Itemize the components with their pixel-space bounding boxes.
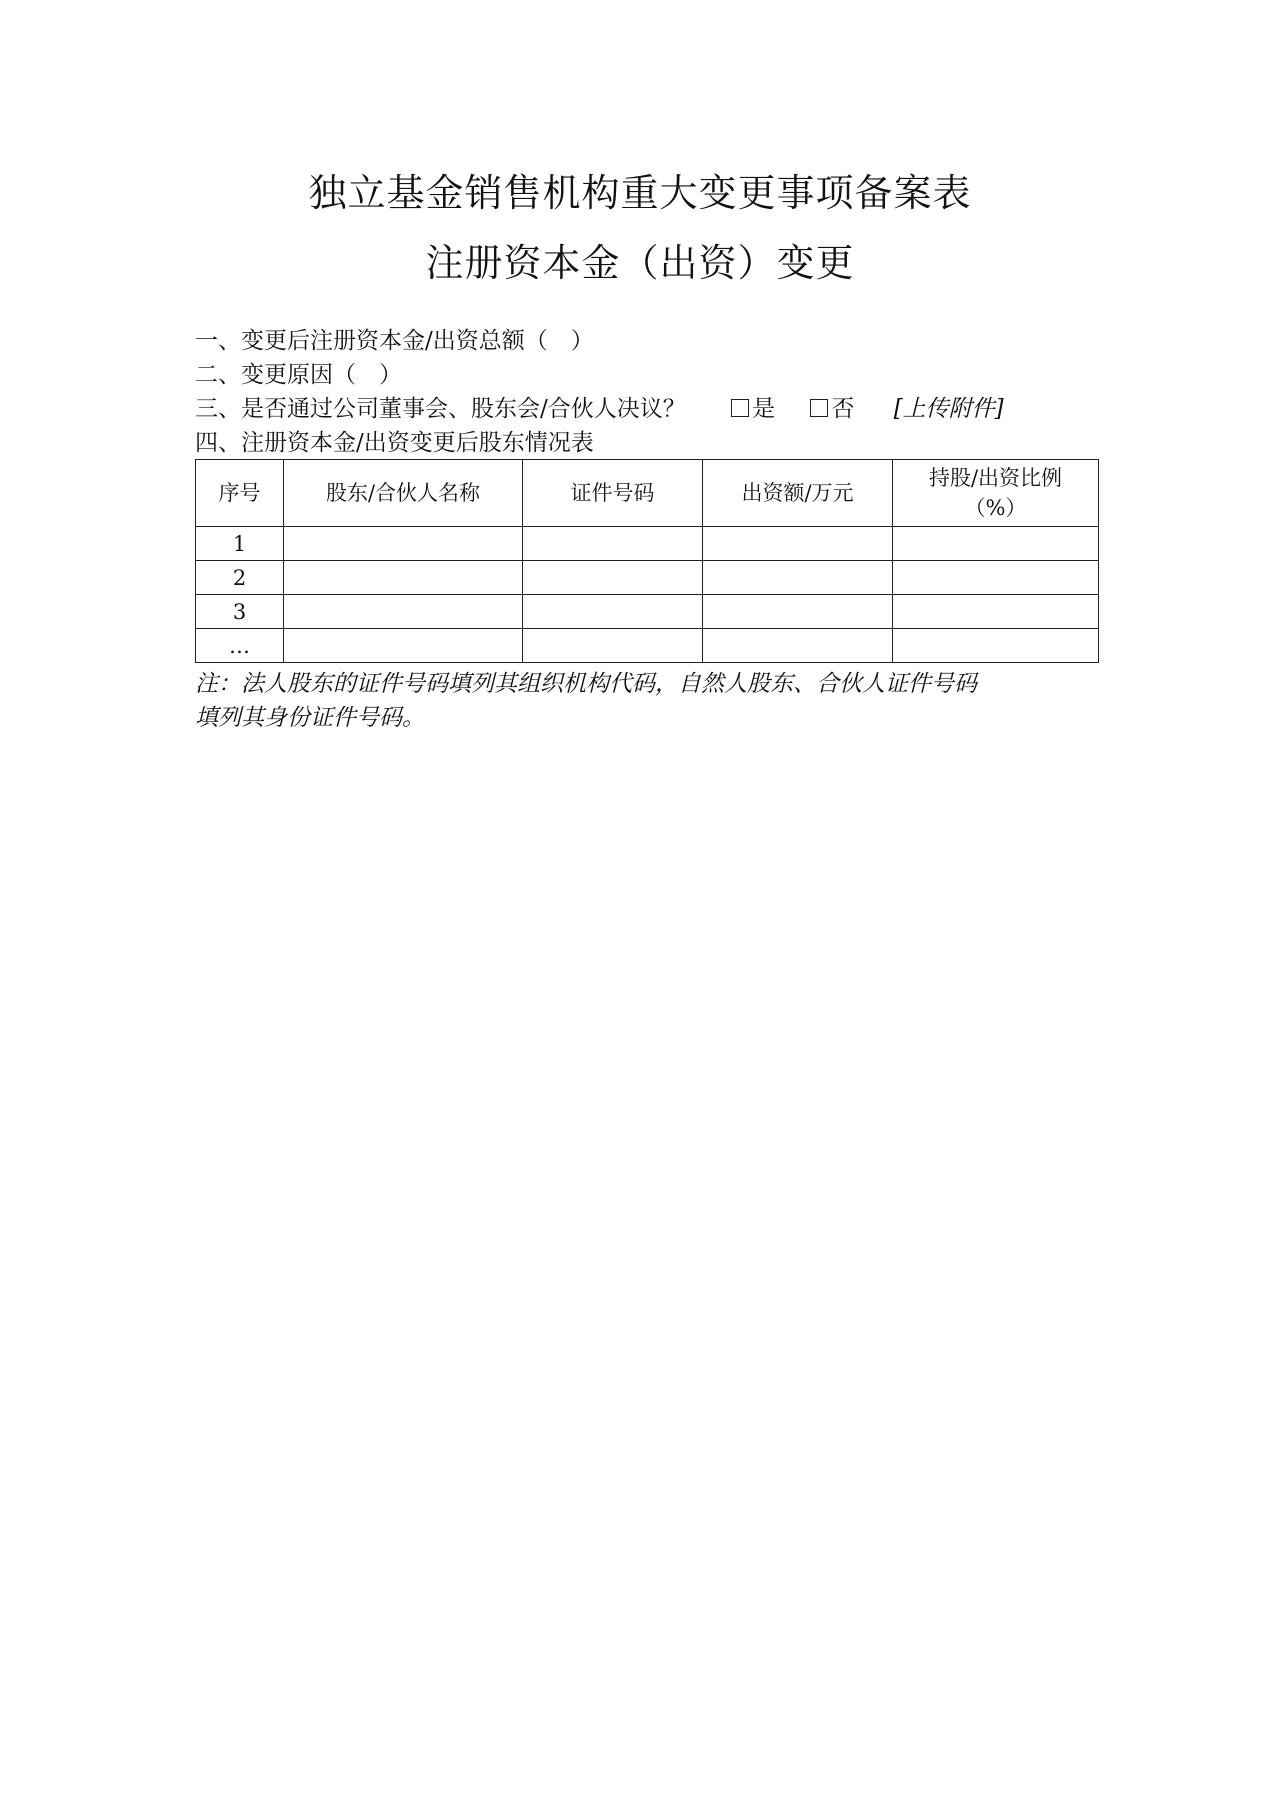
item-change-reason: 二、变更原因（ ） xyxy=(195,362,402,388)
table-row xyxy=(196,629,1099,663)
header-seq: 序号 xyxy=(196,460,284,527)
upload-attachment-link[interactable]: [上传附件] xyxy=(893,396,1004,422)
cell-ratio[interactable] xyxy=(893,561,1099,595)
yes-checkbox[interactable] xyxy=(731,399,749,417)
table-header-row xyxy=(196,460,1099,527)
resolution-question-label: 三、是否通过公司董事会、股东会/合伙人决议？ xyxy=(195,396,686,422)
cell-ratio[interactable] xyxy=(893,629,1099,663)
cell-ratio[interactable] xyxy=(893,527,1099,561)
table-row xyxy=(196,527,1099,561)
header-amount: 出资额/万元 xyxy=(703,460,893,527)
row-seq: 3 xyxy=(196,595,284,629)
cell-amount[interactable] xyxy=(703,561,893,595)
header-id-number: 证件号码 xyxy=(523,460,703,527)
no-checkbox[interactable] xyxy=(810,399,828,417)
header-ratio xyxy=(893,460,1099,527)
cell-amount[interactable] xyxy=(703,629,893,663)
header-ratio-line1: 持股/出资比例 xyxy=(928,466,1063,490)
note-line-2: 填列其身份证件号码。 xyxy=(195,705,425,731)
document-title: 独立基金销售机构重大变更事项备案表 xyxy=(308,171,972,215)
table-note xyxy=(195,667,1095,735)
cell-name[interactable] xyxy=(284,561,523,595)
cell-ratio[interactable] xyxy=(893,595,1099,629)
cell-amount[interactable] xyxy=(703,595,893,629)
shareholder-table xyxy=(195,459,1099,663)
header-name: 股东/合伙人名称 xyxy=(284,460,523,527)
cell-name[interactable] xyxy=(284,527,523,561)
item-registered-capital: 一、变更后注册资本金/出资总额（ ） xyxy=(195,328,594,354)
header-ratio-line2: （%） xyxy=(964,496,1027,520)
cell-id-number[interactable] xyxy=(523,527,703,561)
cell-id-number[interactable] xyxy=(523,595,703,629)
row-seq: 2 xyxy=(196,561,284,595)
table-row xyxy=(196,595,1099,629)
cell-id-number[interactable] xyxy=(523,561,703,595)
item-resolution-question xyxy=(195,393,1004,425)
note-line-1: 注：法人股东的证件号码填列其组织机构代码，自然人股东、合伙人证件号码 xyxy=(195,671,977,697)
item-shareholder-table-title: 四、注册资本金/出资变更后股东情况表 xyxy=(195,430,594,456)
yes-label: 是 xyxy=(752,396,776,422)
table-row xyxy=(196,561,1099,595)
cell-name[interactable] xyxy=(284,629,523,663)
row-seq-ellipsis: … xyxy=(196,629,284,663)
row-seq: 1 xyxy=(196,527,284,561)
cell-id-number[interactable] xyxy=(523,629,703,663)
no-label: 否 xyxy=(831,396,855,422)
cell-name[interactable] xyxy=(284,595,523,629)
resolution-options xyxy=(731,393,882,425)
cell-amount[interactable] xyxy=(703,527,893,561)
document-subtitle: 注册资本金（出资）变更 xyxy=(425,241,855,285)
